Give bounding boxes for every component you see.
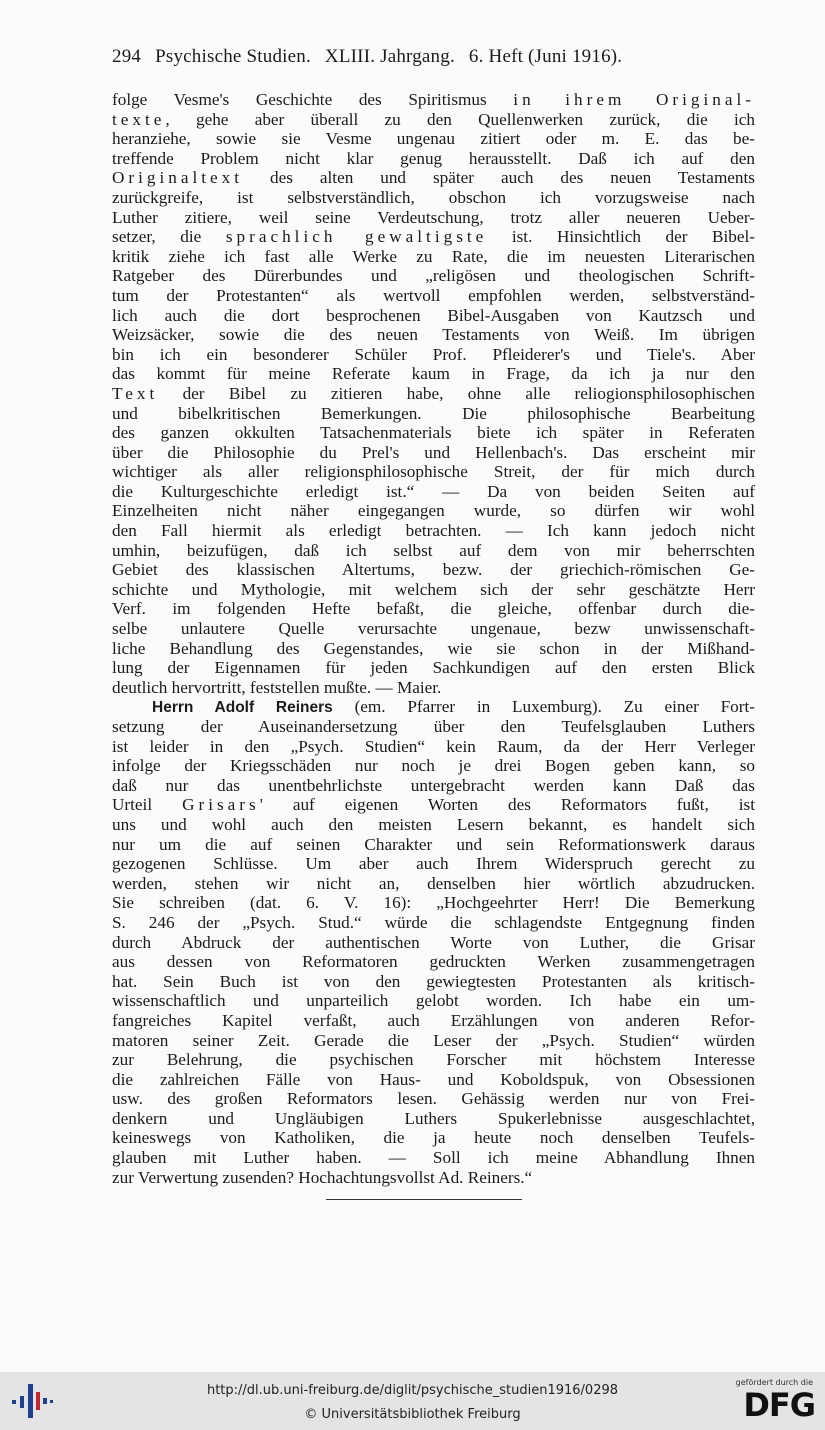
text-line [112,599,755,619]
text-run: das kommt für meine Referate kaum in Frage, da ich ja nur den [112,364,755,384]
text-line [112,364,755,384]
text-line [112,208,755,228]
text-line [112,835,755,855]
text-line [112,149,755,169]
dfg-logo[interactable]: DFG [743,1386,815,1424]
text-run: usw. des großen Reformators lesen. Gehässig werden nur von Frei- [112,1089,755,1109]
text-line [112,168,755,188]
text-line [112,325,755,345]
text-line [112,697,755,717]
text-line [112,560,755,580]
text-line [112,619,755,639]
text-run: setzer, die [112,227,226,247]
journal-title: Psychische Studien. [155,46,311,67]
text-line [112,1050,755,1070]
text-run: des ganzen okkulten Tatsachenmaterials biete ich später in Referaten [112,423,755,443]
text-run: glauben mit Luther haben. — Soll ich meine Abhandlung Ihnen [112,1148,755,1168]
text-line [112,854,755,874]
dfg-caption: gefördert durch die [735,1378,813,1387]
page-number: 294 [112,46,142,67]
text-line [112,443,755,463]
text-run: zur Belehrung, die psychischen Forscher mit höchstem Interesse [112,1050,755,1070]
text-run: Weizsäcker, sowie die des neuen Testaments von Weiß. Im übrigen [112,325,755,345]
text-run: zurückgreife, ist selbstverständlich, obschon ich vorzugsweise nach [112,187,755,207]
text-line [112,482,755,502]
text-run: matoren seiner Zeit. Gerade die Leser der „Psych. Studien“ würden [112,1030,755,1050]
text-line [112,639,755,659]
text-run: kritik ziehe ich fast alle Werke zu Rate, die im neuesten Literarischen [112,246,755,266]
text-run: die zahlreichen Fälle von Haus- und Koboldspuk, von Obsessionen [112,1069,755,1089]
text-run: wichtiger als aller religionsphilosophische Streit, der für mich durch [112,462,755,482]
text-run: selbe unlautere Quelle verursachte ungenaue, bezw unwissenschaft- [112,619,755,639]
spaced-emphasis: Text [112,383,159,403]
text-run: Verf. im folgenden Hefte befaßt, die gleiche, offenbar durch die- [112,599,755,619]
text-run: nur um die auf seinen Charakter und sein Reformationswerk daraus [112,834,755,854]
text-run: (em. Pfarrer in Luxemburg). Zu einer Fort- [332,697,755,717]
text-line [112,345,755,365]
text-line [112,1089,755,1109]
text-run: aus dessen von Reformatoren gedruckten Werken zusammengetragen [112,952,755,972]
text-line [112,913,755,933]
text-run: gezogenen Schlüsse. Um aber auch Ihrem Widerspruch gerecht zu [112,854,755,874]
text-run: Urteil [112,795,183,815]
spaced-emphasis: Grisars [182,795,260,815]
text-line [112,384,755,404]
section-divider [326,1199,522,1200]
running-header [112,46,742,68]
text-run: daß nur das unentbehrlichste untergebracht werden kann Daß das [112,775,755,795]
text-run: bin ich ein besonderer Schüler Prof. Pfleiderer's und Tiele's. Aber [112,344,755,364]
text-run: schichte und Mythologie, mit welchem sich der sehr geschätzte Herr [112,579,755,599]
text-run: denkern und Ungläubigen Luthers Spukerlebnisse ausgeschlachtet, [112,1108,755,1128]
text-line [112,717,755,737]
text-run: zur Verwertung zusenden? Hochachtungsvollst Ad. Reiners.“ [112,1167,533,1187]
text-run: infolge der Kriegsschäden nur noch je drei Bogen geben kann, so [112,756,755,776]
text-line [112,756,755,776]
text-run: durch Abdruck der authentischen Worte von Luther, die Grisar [112,932,755,952]
text-run: S. 246 der „Psych. Stud.“ würde die schlagendste Entgegnung finden [112,912,755,932]
text-line [112,521,755,541]
text-line [112,737,755,757]
text-line [112,1128,755,1148]
text-line [112,893,755,913]
text-run: Luther zitiere, weil seine Verdeutschung, trotz aller neueren Ueber- [112,207,755,227]
text-run: ist leider in den „Psych. Studien“ kein Raum, da der Herr Verleger [112,736,755,756]
text-run: Ratgeber des Dürerbundes und „religösen und theologischen Schrift- [112,266,755,286]
text-line [112,658,755,678]
text-line [112,501,755,521]
text-run: und bibelkritischen Bemerkungen. Die philosophische Bearbeitung [112,403,755,423]
text-run: des alten und später auch des neuen Testaments [243,168,755,188]
text-run: setzung der Auseinandersetzung über den Teufelsglauben Luthers [112,717,755,736]
text-run: Gebiet des klassischen Altertums, bezw. der griechich-römischen Ge- [112,560,755,580]
text-run: der Bibel zu zitieren habe, ohne alle reliogionsphilosophischen [158,383,755,403]
text-line [112,815,755,835]
text-line [112,129,755,149]
text-line [112,423,755,443]
text-run: hat. Sein Buch ist von den gewiegtesten Protestanten als kritisch- [112,971,755,991]
text-run: liche Behandlung des Gegenstandes, wie sie schon in der Mißhand- [112,638,755,658]
volume-label: XLIII. Jahrgang. [324,46,455,67]
text-line [112,580,755,600]
text-run: über die Philosophie du Prel's und Hellenbach's. Das erscheint mir [112,442,755,462]
text-run: Einzelheiten nicht näher eingegangen wurde, so dürfen wir wohl [112,501,755,521]
text-line [112,933,755,953]
text-line [112,1070,755,1090]
text-run: lung der Eigennamen für jeden Sachkundigen auf den ersten Blick [112,658,755,678]
issue-label: 6. Heft (Juni 1916). [468,46,623,67]
text-line [112,188,755,208]
text-run: werden, stehen wir nicht an, denselben hier wörtlich abzudrucken. [112,873,755,893]
text-line [112,110,755,130]
text-line [112,972,755,992]
text-line [112,227,755,247]
text-run: heranziehe, sowie sie Vesme ungenau zitiert oder m. E. das be- [112,129,755,149]
text-line [112,1168,755,1188]
text-run: Sie schreiben (dat. 6. V. 16): „Hochgeehrter Herr! Die Bemerkung [112,893,755,913]
text-run: die Kulturgeschichte erledigt ist.“ — Da von beiden Seiten auf [112,481,755,501]
text-line [112,1148,755,1168]
text-line [112,874,755,894]
text-run: umhin, beizufügen, daß ich selbst auf dem von mir beherrschten [112,540,755,560]
spaced-emphasis: in ihrem Original- [513,90,755,109]
text-line [112,404,755,424]
text-line [112,247,755,267]
text-line [112,462,755,482]
text-run: den Fall hiermit als erledigt betrachten. — Ich kann jedoch nicht [112,521,755,541]
text-line [112,1031,755,1051]
viewer-footer [0,1372,825,1430]
text-line [112,286,755,306]
text-line [112,541,755,561]
text-run: wissenschaftlich und unparteilich gelobt worden. Ich habe ein um- [112,991,755,1011]
text-line [112,266,755,286]
text-run: ist. Hinsichtlich der Bibel- [487,227,755,247]
spaced-emphasis: sprachlich gewaltigste [225,227,488,247]
text-run: fangreiches Kapitel verfaßt, auch Erzählungen von anderen Refor- [112,1010,755,1030]
text-line [112,678,755,698]
text-run: keineswegs von Katholiken, die ja heute noch denselben Teufels- [112,1128,755,1148]
text-line [112,90,755,110]
text-run: ' auf eigenen Worten des Reformators fußt, ist [259,795,755,815]
text-run: uns und wohl auch den meisten Lesern bekannt, es handelt sich [112,814,755,834]
text-line [112,776,755,796]
permalink-url[interactable]: http://dl.ub.uni-freiburg.de/diglit/psychische_studien1916/0298 [206,1383,619,1398]
text-line [112,795,755,815]
body-text [112,90,755,1187]
copyright-notice: © Universitätsbibliothek Freiburg [304,1407,521,1422]
text-line [112,306,755,326]
text-line [112,991,755,1011]
text-run: folge Vesme's Geschichte des Spiritismus [112,90,514,109]
text-run: deutlich hervortritt, feststellen mußte. — Maier. [112,677,442,697]
text-line [112,1109,755,1129]
addressee-name: Herrn Adolf Reiners [152,699,333,717]
text-line [112,952,755,972]
spaced-emphasis: texte [112,109,166,129]
text-run: treffende Problem nicht klar genug herausstellt. Daß ich auf den [112,148,755,168]
text-run: tum der Protestanten“ als wertvoll empfohlen werden, selbstverständ- [112,285,755,305]
text-line [112,1011,755,1031]
text-run: , gehe aber überall zu den Quellenwerken zurück, die ich [165,109,755,129]
spaced-emphasis: Originaltext [112,168,244,188]
text-run: lich auch die dort besprochenen Bibel-Ausgaben von Kautzsch und [112,305,755,325]
